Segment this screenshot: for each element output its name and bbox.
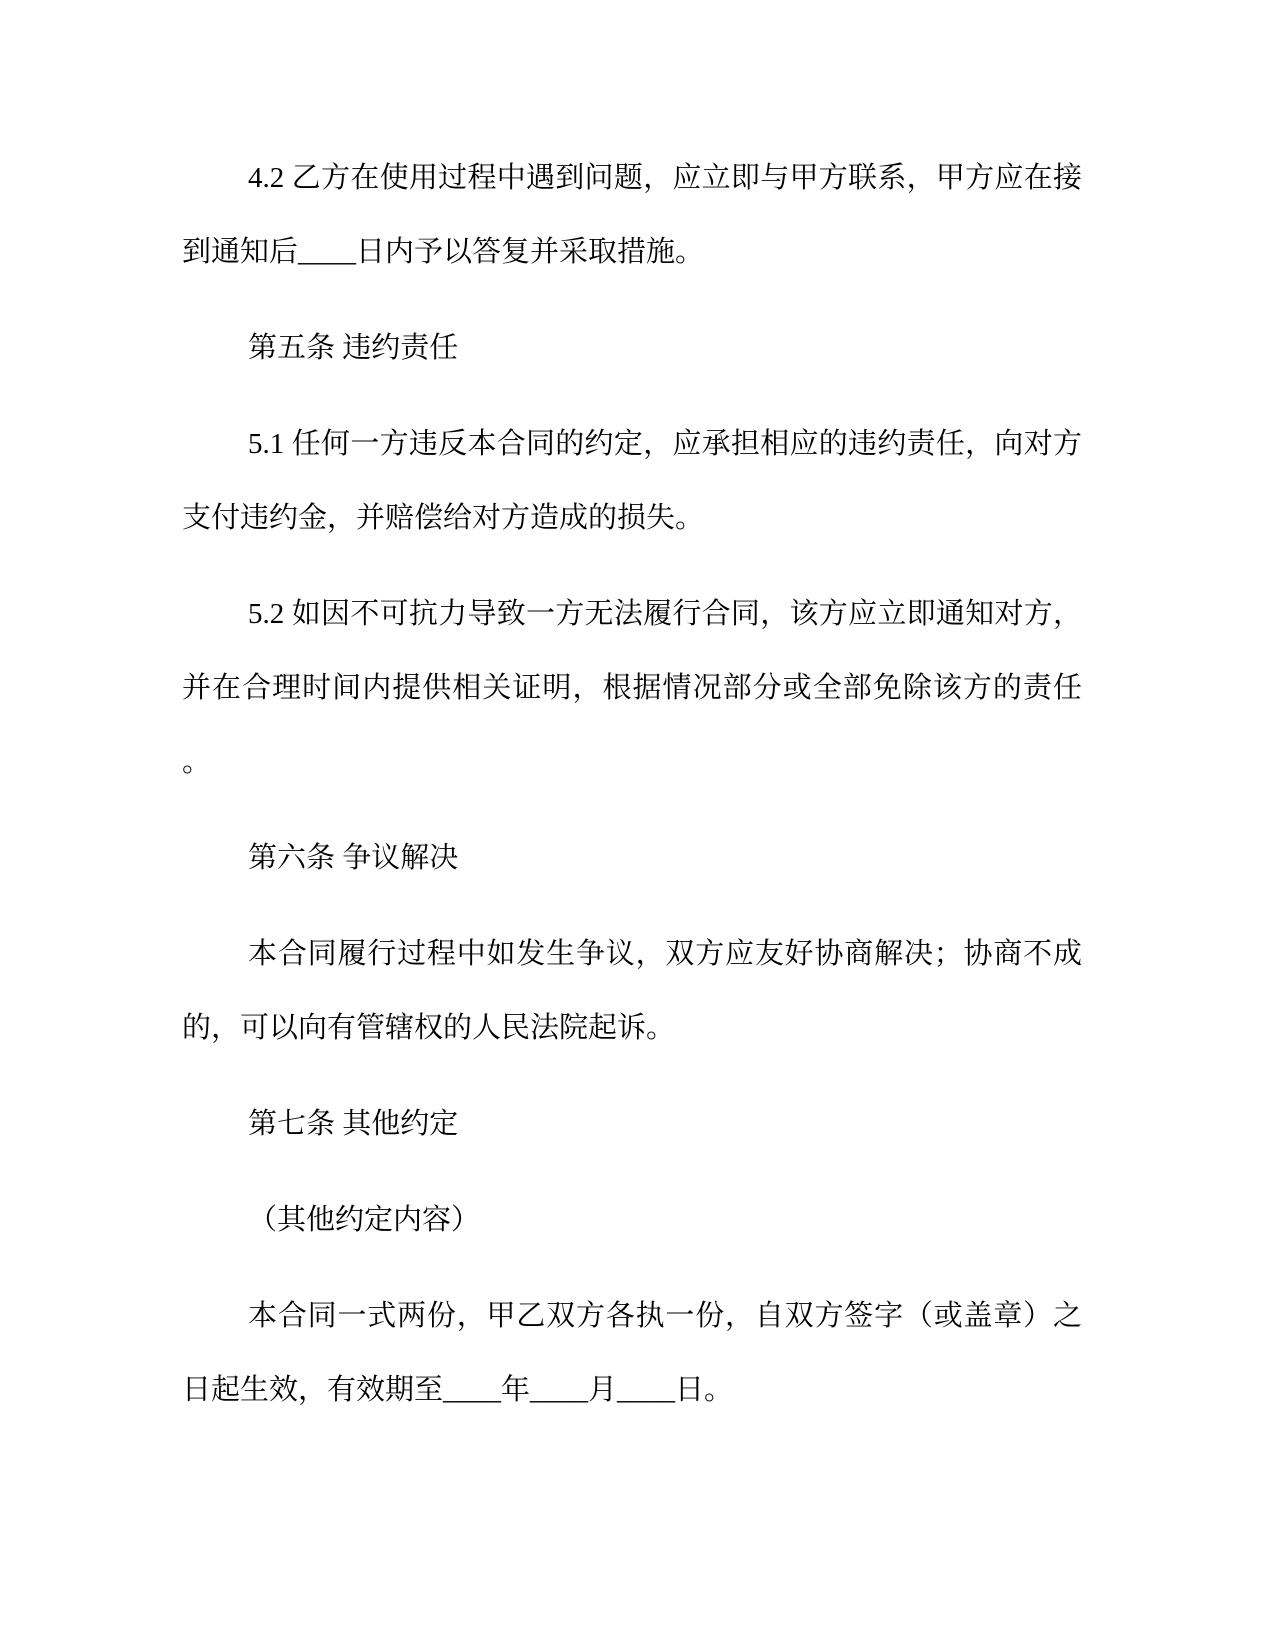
heading-article-5 <box>182 311 1082 385</box>
validity-paragraph <box>182 1279 1082 1427</box>
text-line: 到通知后____日内予以答复并采取措施。 <box>182 236 705 268</box>
text-line: 。 <box>182 746 212 778</box>
dispute-resolution-paragraph <box>182 917 1082 1065</box>
heading-article-6 <box>182 821 1082 895</box>
text-line: 的，可以向有管辖权的人民法院起诉。 <box>182 1012 676 1044</box>
clause-4-2 <box>182 141 1082 289</box>
heading-article-7 <box>182 1087 1082 1161</box>
other-agreements-placeholder <box>182 1183 1082 1257</box>
clause-5-1 <box>182 407 1082 555</box>
text-line: 本合同履行过程中如发生争议，双方应友好协商解决；协商不成 <box>248 938 1082 970</box>
text-line: 支付违约金，并赔偿给对方造成的损失。 <box>182 502 705 534</box>
clause-5-2 <box>182 577 1082 799</box>
text-line: 本合同一式两份，甲乙双方各执一份，自双方签字（或盖章）之 <box>248 1300 1082 1332</box>
text-line: 日起生效，有效期至____年____月____日。 <box>182 1374 734 1406</box>
text-line: 并在合理时间内提供相关证明，根据情况部分或全部免除该方的责任 <box>182 672 1082 704</box>
text-line: （其他约定内容） <box>248 1204 481 1236</box>
text-line: 5.2 如因不可抗力导致一方无法履行合同，该方应立即通知对方， <box>248 598 1082 630</box>
text-line: 第六条 争议解决 <box>248 842 459 874</box>
text-line: 4.2 乙方在使用过程中遇到问题，应立即与甲方联系，甲方应在接 <box>248 162 1082 194</box>
text-line: 第七条 其他约定 <box>248 1108 459 1140</box>
text-line: 第五条 违约责任 <box>248 332 459 364</box>
text-line: 5.1 任何一方违反本合同的约定，应承担相应的违约责任，向对方 <box>248 428 1082 460</box>
